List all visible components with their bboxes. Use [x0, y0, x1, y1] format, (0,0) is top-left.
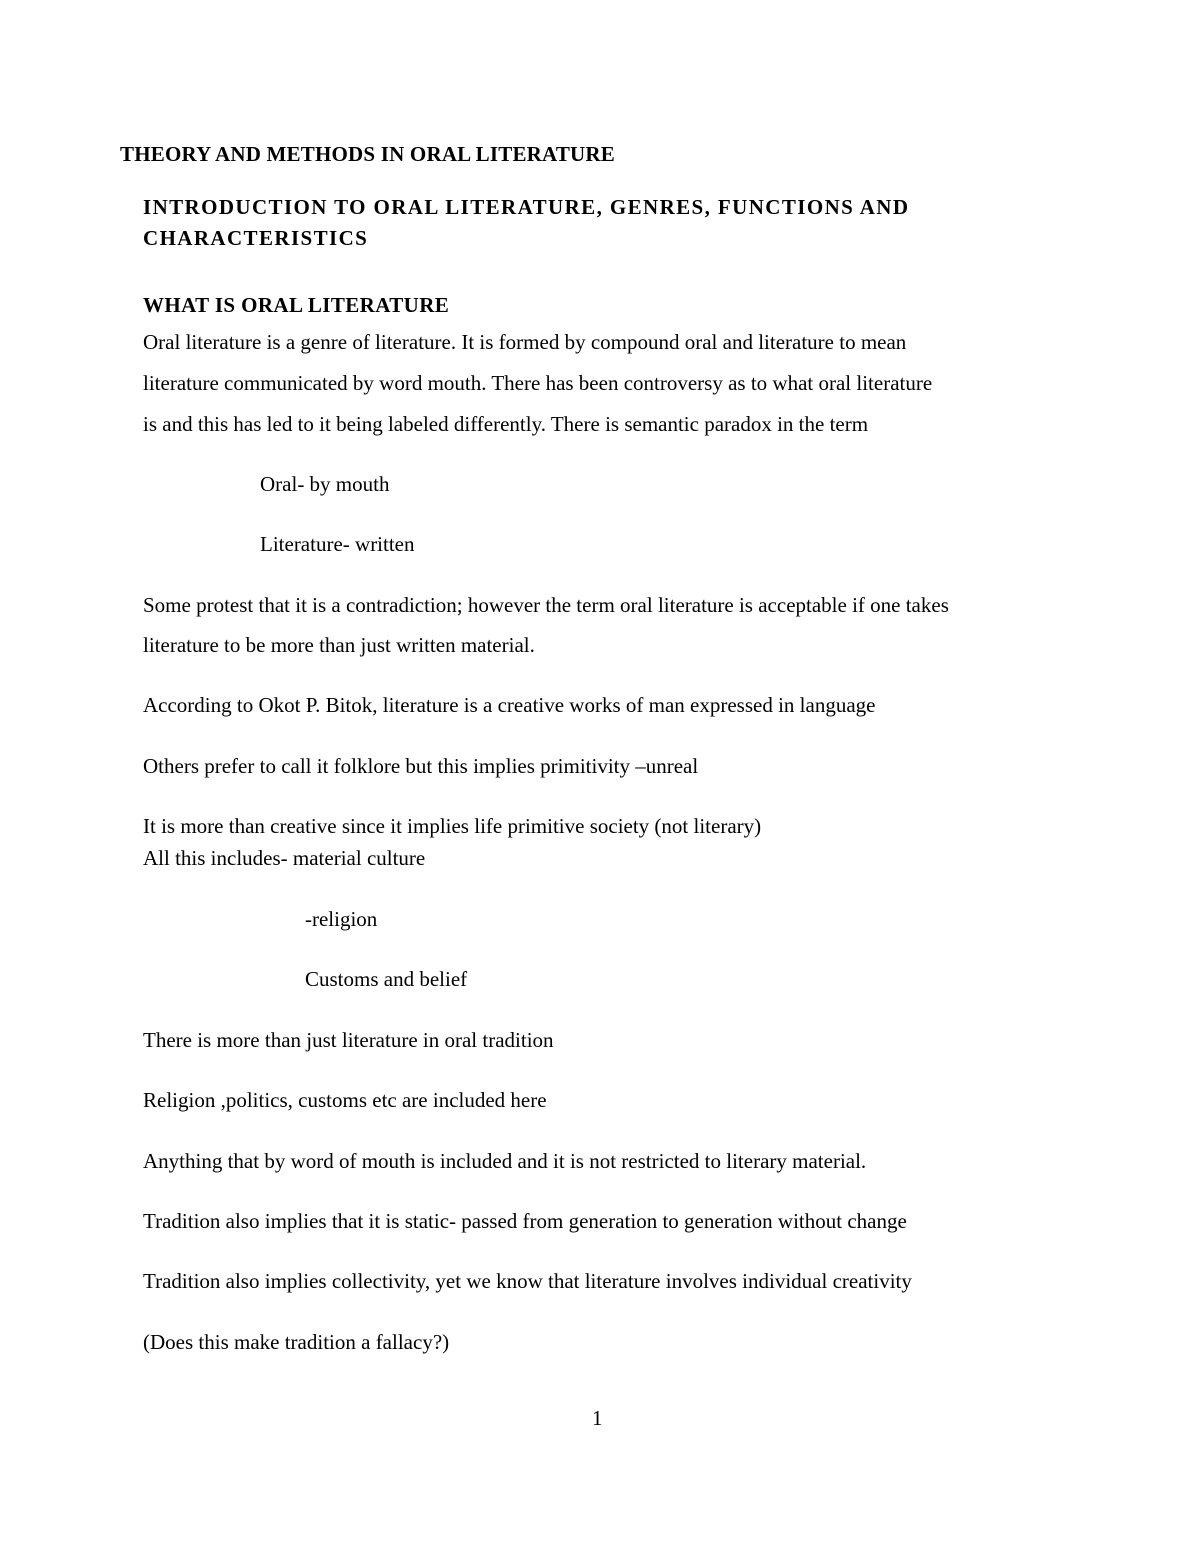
subsection-title: WHAT IS ORAL LITERATURE — [143, 293, 450, 317]
paragraph-line: It is more than creative since it implies life primitive society (not literary) — [143, 814, 762, 838]
paragraph-line: Religion ,politics, customs etc are included here — [143, 1088, 547, 1112]
paragraph-line: Tradition also implies that it is static- passed from generation to generation without change — [143, 1209, 907, 1233]
list-item: Customs and belief — [305, 967, 468, 991]
paragraph-line: (Does this make tradition a fallacy?) — [143, 1330, 450, 1354]
paragraph-line: Anything that by word of mouth is included and it is not restricted to literary material. — [143, 1149, 867, 1173]
paragraph-line: Others prefer to call it folklore but this implies primitivity –unreal — [143, 754, 699, 778]
term-literature: Literature- written — [260, 532, 415, 556]
term-oral: Oral- by mouth — [260, 472, 390, 496]
paragraph-line: All this includes- material culture — [143, 846, 426, 870]
paragraph-line: Tradition also implies collectivity, yet we know that literature involves individual creativity — [143, 1269, 912, 1293]
list-item: -religion — [305, 907, 378, 931]
section-title-line-2: CHARACTERISTICS — [143, 226, 369, 250]
main-title: THEORY AND METHODS IN ORAL LITERATURE — [120, 142, 615, 166]
page-number: 1 — [592, 1406, 603, 1430]
paragraph-line: literature to be more than just written material. — [143, 633, 535, 657]
paragraph-line: literature communicated by word mouth. There has been controversy as to what oral literature — [143, 371, 933, 395]
section-title-line-1: INTRODUCTION TO ORAL LITERATURE, GENRES, FUNCTIONS AND — [143, 195, 910, 219]
paragraph-line: is and this has led to it being labeled differently. There is semantic paradox in the term — [143, 412, 869, 436]
paragraph-line: According to Okot P. Bitok, literature is a creative works of man expressed in language — [143, 693, 876, 717]
paragraph-line: Oral literature is a genre of literature. It is formed by compound oral and literature to mean — [143, 330, 907, 354]
paragraph-line: Some protest that it is a contradiction; however the term oral literature is acceptable if one takes — [143, 593, 949, 617]
paragraph-line: There is more than just literature in oral tradition — [143, 1028, 554, 1052]
